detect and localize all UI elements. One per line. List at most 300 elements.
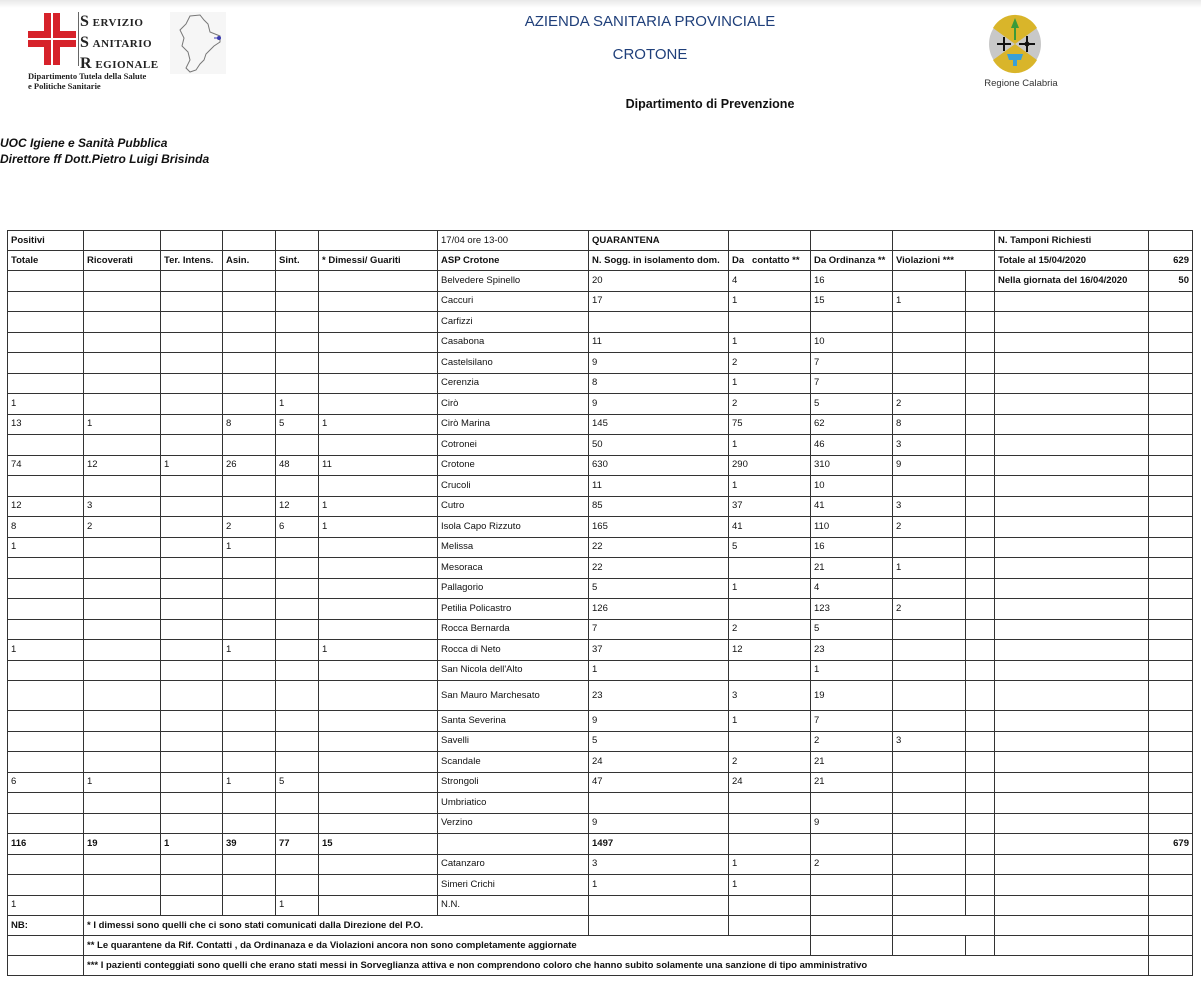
cell-da-contatto: [729, 599, 811, 620]
cell-sint: [276, 752, 319, 773]
cell-n-sogg: 22: [589, 537, 729, 558]
note-2: ** Le quarantene da Rif. Contatti , da Ordinanaza e da Violazioni ancora non sono completamente aggiornate: [84, 936, 811, 956]
cell-dimessi: 11: [319, 455, 438, 476]
cell-da-contatto: 24: [729, 772, 811, 793]
emblem-label: Regione Calabria: [984, 78, 1058, 89]
cell-totale: [8, 435, 84, 456]
cell-ter-intens: [161, 291, 223, 312]
cell-ricoverati: [84, 435, 161, 456]
cell-da-ordinanza: 16: [811, 271, 893, 292]
cell-da-ordinanza: 7: [811, 353, 893, 374]
cell-ter-intens: [161, 558, 223, 579]
cell-violazioni-extra: [966, 455, 995, 476]
cell-sint: [276, 660, 319, 681]
cell-asin: [223, 752, 276, 773]
cell-comune: Cirò Marina: [438, 414, 589, 435]
table-row: [8, 558, 1193, 579]
cell-da-ordinanza: 123: [811, 599, 893, 620]
cell-violazioni: [893, 476, 966, 497]
extra-table-row: [8, 895, 1193, 916]
total-comune: [438, 834, 589, 855]
cell-da-contatto: 1: [729, 854, 811, 875]
cell-da-contatto: 2: [729, 619, 811, 640]
cell-ricoverati: [84, 875, 161, 896]
cell-violazioni-extra: [966, 353, 995, 374]
cell-n-sogg: 11: [589, 332, 729, 353]
cell-da-contatto: 3: [729, 681, 811, 711]
uoc-name: UOC Igiene e Sanità Pubblica: [0, 136, 168, 150]
cell-ter-intens: [161, 793, 223, 814]
cell-da-ordinanza: 310: [811, 455, 893, 476]
cell-da-contatto: 37: [729, 496, 811, 517]
cell-asin: [223, 271, 276, 292]
note-3: *** I pazienti conteggiati sono quelli che erano stati messi in Sorveglianza attiva e non comprendono coloro che hanno subito solamente una sanzione di tipo amministrativo: [84, 956, 1149, 976]
cell-totale: [8, 875, 84, 896]
cell-comune: Petilia Policastro: [438, 599, 589, 620]
cell-violazioni: 3: [893, 731, 966, 752]
cell-violazioni-extra: [966, 435, 995, 456]
cell-ricoverati: [84, 312, 161, 333]
total-ricoverati: 19: [84, 834, 161, 855]
cell-ricoverati: [84, 373, 161, 394]
cell-da-contatto: [729, 660, 811, 681]
ssr-word-1-rest: ERVIZIO: [92, 17, 144, 29]
cell-asin: [223, 681, 276, 711]
table-row: [8, 731, 1193, 752]
cell-n-sogg: 1: [589, 660, 729, 681]
cell-da-contatto: 41: [729, 517, 811, 538]
cell-dimessi: [319, 394, 438, 415]
table-row: [8, 793, 1193, 814]
cell-violazioni-extra: [966, 271, 995, 292]
cell-totale: [8, 291, 84, 312]
cell-totale: 1: [8, 394, 84, 415]
cell-ter-intens: [161, 813, 223, 834]
cell-violazioni: [893, 373, 966, 394]
cell-n-sogg: 5: [589, 578, 729, 599]
cell-da-ordinanza: 19: [811, 681, 893, 711]
quarantena-group-header: QUARANTENA: [589, 231, 729, 251]
data-rows: [8, 271, 1193, 834]
dept-line-2: e Politiche Sanitarie: [28, 81, 101, 91]
table-row: [8, 373, 1193, 394]
cell-dimessi: [319, 476, 438, 497]
cell-asin: [223, 578, 276, 599]
cell-asin: [223, 793, 276, 814]
cell-totale: [8, 660, 84, 681]
cell-da-ordinanza: 10: [811, 476, 893, 497]
cell-asin: [223, 394, 276, 415]
cell-n-sogg: 630: [589, 455, 729, 476]
cell-da-ordinanza: 7: [811, 711, 893, 732]
logo-divider: [78, 12, 79, 66]
cell-da-contatto: 1: [729, 476, 811, 497]
cell-ricoverati: [84, 353, 161, 374]
table-row: [8, 599, 1193, 620]
cell-n-sogg: 24: [589, 752, 729, 773]
cell-violazioni: [893, 332, 966, 353]
cell-da-ordinanza: 21: [811, 752, 893, 773]
cell-da-ordinanza: 1: [811, 660, 893, 681]
cell-totale: [8, 681, 84, 711]
cell-da-contatto: 1: [729, 332, 811, 353]
cell-sint: [276, 578, 319, 599]
cell-dimessi: [319, 312, 438, 333]
cell-totale: [8, 271, 84, 292]
col-header-n-sogg: N. Sogg. in isolamento dom.: [589, 251, 729, 271]
cell-ricoverati: 3: [84, 496, 161, 517]
total-totale: 116: [8, 834, 84, 855]
cell-ricoverati: 2: [84, 517, 161, 538]
cell-comune: Mesoraca: [438, 558, 589, 579]
cell-violazioni-extra: [966, 681, 995, 711]
note-row-1: [8, 916, 1193, 936]
cell-da-ordinanza: 110: [811, 517, 893, 538]
cell-violazioni: 8: [893, 414, 966, 435]
cell-ricoverati: [84, 271, 161, 292]
cell-comune: Umbriatico: [438, 793, 589, 814]
cell-asin: 26: [223, 455, 276, 476]
cell-n-sogg: 145: [589, 414, 729, 435]
cell-ter-intens: [161, 752, 223, 773]
cell-comune: Cerenzia: [438, 373, 589, 394]
cell-comune: Rocca di Neto: [438, 640, 589, 661]
cell-ricoverati: [84, 332, 161, 353]
cell-dimessi: [319, 353, 438, 374]
cell-n-sogg: 11: [589, 476, 729, 497]
extra-table-row: [8, 854, 1193, 875]
cell-asin: [223, 599, 276, 620]
cell-ricoverati: [84, 752, 161, 773]
col-header-violazioni: Violazioni ***: [893, 251, 995, 271]
cell-violazioni-extra: [966, 496, 995, 517]
cell-totale: 74: [8, 455, 84, 476]
cell-da-contatto: 1: [729, 875, 811, 896]
cell-dimessi: [319, 578, 438, 599]
table-row: [8, 537, 1193, 558]
cell-violazioni-extra: [966, 640, 995, 661]
cell-sint: 5: [276, 414, 319, 435]
cell-da-contatto: 1: [729, 291, 811, 312]
cell-sint: [276, 537, 319, 558]
col-header-sint: Sint.: [276, 251, 319, 271]
col-header-asp: ASP Crotone: [438, 251, 589, 271]
report-datetime: 17/04 ore 13-00: [438, 231, 589, 251]
cell-comune: Strongoli: [438, 772, 589, 793]
cell-dimessi: [319, 660, 438, 681]
calabria-map-icon: [170, 12, 226, 74]
cell-sint: [276, 435, 319, 456]
cell-sint: [276, 813, 319, 834]
cell-sint: [276, 619, 319, 640]
col-header-totale: Totale: [8, 251, 84, 271]
cell-ter-intens: [161, 373, 223, 394]
cell-violazioni: [893, 752, 966, 773]
cell-totale: [8, 793, 84, 814]
cell-n-sogg: 9: [589, 353, 729, 374]
cell-totale: 12: [8, 496, 84, 517]
cell-ter-intens: [161, 731, 223, 752]
cell-violazioni: [893, 353, 966, 374]
cell-asin: [223, 854, 276, 875]
cell-asin: [223, 312, 276, 333]
cell-dimessi: [319, 752, 438, 773]
cell-totale: [8, 558, 84, 579]
cell-n-sogg: 85: [589, 496, 729, 517]
table-row: [8, 711, 1193, 732]
cell-violazioni-extra: [966, 619, 995, 640]
cell-ricoverati: [84, 558, 161, 579]
cell-dimessi: [319, 435, 438, 456]
cell-ter-intens: [161, 496, 223, 517]
tamponi-totale-label: Totale al 15/04/2020: [995, 251, 1149, 271]
cell-comune: Isola Capo Rizzuto: [438, 517, 589, 538]
cell-ricoverati: [84, 711, 161, 732]
cell-sint: [276, 854, 319, 875]
cell-ter-intens: [161, 875, 223, 896]
cell-violazioni: 1: [893, 291, 966, 312]
table-row: [8, 414, 1193, 435]
cell-asin: [223, 660, 276, 681]
page-top-shade: [0, 0, 1201, 8]
table-row: [8, 772, 1193, 793]
cell-da-contatto: 1: [729, 578, 811, 599]
cell-n-sogg: 9: [589, 711, 729, 732]
cell-totale: [8, 711, 84, 732]
cell-comune: Crucoli: [438, 476, 589, 497]
cell-comune: Carfizzi: [438, 312, 589, 333]
cell-dimessi: [319, 271, 438, 292]
department-title: Dipartimento di Prevenzione: [625, 97, 795, 111]
table-row: [8, 517, 1193, 538]
note-row-2: [8, 936, 1193, 956]
table-row: [8, 435, 1193, 456]
cell-ter-intens: [161, 772, 223, 793]
cell-violazioni-extra: [966, 599, 995, 620]
cell-totale: [8, 332, 84, 353]
cell-sint: [276, 681, 319, 711]
cell-sint: [276, 640, 319, 661]
cell-sint: 6: [276, 517, 319, 538]
cell-n-sogg: 9: [589, 813, 729, 834]
cell-comune: Cotronei: [438, 435, 589, 456]
cell-n-sogg: 47: [589, 772, 729, 793]
cell-n-sogg: 37: [589, 640, 729, 661]
cell-violazioni-extra: [966, 711, 995, 732]
cell-ricoverati: 1: [84, 414, 161, 435]
cell-asin: [223, 619, 276, 640]
cell-dimessi: [319, 711, 438, 732]
cell-ter-intens: [161, 711, 223, 732]
cell-ricoverati: [84, 619, 161, 640]
totals-row: [8, 834, 1193, 855]
cell-sint: 1: [276, 394, 319, 415]
cell-violazioni-extra: [966, 772, 995, 793]
extra-table-row: [8, 875, 1193, 896]
cell-sint: [276, 731, 319, 752]
cell-da-contatto: [729, 895, 811, 916]
cell-ter-intens: [161, 640, 223, 661]
cell-sint: [276, 476, 319, 497]
cell-comune: Crotone: [438, 455, 589, 476]
cell-sint: 5: [276, 772, 319, 793]
cell-violazioni: 9: [893, 455, 966, 476]
cell-da-ordinanza: [811, 793, 893, 814]
cell-n-sogg: 1: [589, 875, 729, 896]
cell-asin: [223, 813, 276, 834]
cell-comune: N.N.: [438, 895, 589, 916]
cell-violazioni-extra: [966, 373, 995, 394]
cell-violazioni: [893, 578, 966, 599]
cell-asin: [223, 291, 276, 312]
table-row: [8, 578, 1193, 599]
cell-totale: [8, 731, 84, 752]
cell-totale: 1: [8, 895, 84, 916]
cell-comune: Casabona: [438, 332, 589, 353]
cell-totale: [8, 854, 84, 875]
cell-ter-intens: [161, 394, 223, 415]
cell-dimessi: [319, 772, 438, 793]
cell-violazioni: [893, 271, 966, 292]
cell-ricoverati: [84, 854, 161, 875]
cell-ter-intens: [161, 854, 223, 875]
cell-violazioni: [893, 312, 966, 333]
cell-n-sogg: 126: [589, 599, 729, 620]
cell-ter-intens: [161, 619, 223, 640]
cell-violazioni-extra: [966, 332, 995, 353]
cell-ter-intens: [161, 660, 223, 681]
cell-da-ordinanza: 62: [811, 414, 893, 435]
cell-da-ordinanza: 23: [811, 640, 893, 661]
cell-n-sogg: 7: [589, 619, 729, 640]
cell-totale: [8, 312, 84, 333]
cell-asin: [223, 711, 276, 732]
total-sint: 77: [276, 834, 319, 855]
note-row-3: [8, 956, 1193, 976]
cell-asin: [223, 895, 276, 916]
cell-da-contatto: 75: [729, 414, 811, 435]
cell-ter-intens: [161, 353, 223, 374]
tamponi-giornata-value: 50: [1149, 271, 1193, 292]
cell-sint: [276, 711, 319, 732]
cell-sint: [276, 558, 319, 579]
cell-asin: [223, 353, 276, 374]
cell-da-contatto: 4: [729, 271, 811, 292]
cell-da-ordinanza: 5: [811, 619, 893, 640]
cell-asin: 8: [223, 414, 276, 435]
cell-violazioni: [893, 537, 966, 558]
cell-dimessi: 1: [319, 496, 438, 517]
cell-da-contatto: 5: [729, 537, 811, 558]
cell-ter-intens: [161, 476, 223, 497]
cell-comune: Verzino: [438, 813, 589, 834]
cell-violazioni-extra: [966, 558, 995, 579]
ssr-word-3-rest: EGIONALE: [95, 59, 159, 71]
total-asin: 39: [223, 834, 276, 855]
cell-da-ordinanza: [811, 875, 893, 896]
cell-violazioni: [893, 772, 966, 793]
cell-violazioni: 3: [893, 435, 966, 456]
cell-violazioni: 2: [893, 517, 966, 538]
cell-violazioni: [893, 660, 966, 681]
cell-dimessi: 1: [319, 640, 438, 661]
cell-totale: [8, 353, 84, 374]
cell-n-sogg: 9: [589, 394, 729, 415]
cell-violazioni-extra: [966, 731, 995, 752]
cell-n-sogg: 20: [589, 271, 729, 292]
ssr-word-2-rest: ANITARIO: [92, 38, 153, 50]
ssr-word-3-cap: R: [80, 55, 93, 72]
cell-dimessi: [319, 875, 438, 896]
cell-ricoverati: [84, 681, 161, 711]
cell-n-sogg: 3: [589, 854, 729, 875]
col-header-da-contatto: Da contatto **: [729, 251, 811, 271]
cell-da-ordinanza: 15: [811, 291, 893, 312]
cell-violazioni: [893, 793, 966, 814]
cell-asin: [223, 875, 276, 896]
cell-violazioni-extra: [966, 476, 995, 497]
cell-ricoverati: [84, 476, 161, 497]
cell-comune: Castelsilano: [438, 353, 589, 374]
red-cross-icon: [28, 13, 76, 65]
cell-comune: Belvedere Spinello: [438, 271, 589, 292]
cell-ricoverati: [84, 813, 161, 834]
table-row: [8, 476, 1193, 497]
col-header-ricoverati: Ricoverati: [84, 251, 161, 271]
cell-asin: [223, 558, 276, 579]
cell-ricoverati: [84, 578, 161, 599]
tamponi-group-header: N. Tamponi Richiesti: [995, 231, 1149, 251]
cell-dimessi: [319, 854, 438, 875]
cell-totale: 1: [8, 640, 84, 661]
cell-totale: [8, 599, 84, 620]
total-ter-intens: 1: [161, 834, 223, 855]
cell-comune: Cutro: [438, 496, 589, 517]
cell-ricoverati: [84, 537, 161, 558]
cell-comune: Scandale: [438, 752, 589, 773]
cell-dimessi: 1: [319, 517, 438, 538]
table-row: [8, 332, 1193, 353]
cell-dimessi: [319, 813, 438, 834]
cell-comune: Savelli: [438, 731, 589, 752]
cell-da-contatto: [729, 793, 811, 814]
cell-n-sogg: [589, 793, 729, 814]
col-header-asin: Asin.: [223, 251, 276, 271]
cell-violazioni: [893, 711, 966, 732]
cell-violazioni-extra: [966, 793, 995, 814]
cell-comune: Catanzaro: [438, 854, 589, 875]
cell-dimessi: [319, 373, 438, 394]
cell-sint: [276, 373, 319, 394]
cell-ter-intens: [161, 599, 223, 620]
cell-totale: [8, 752, 84, 773]
cell-violazioni-extra: [966, 394, 995, 415]
covid-report-table: [7, 230, 1193, 976]
cell-asin: 1: [223, 640, 276, 661]
cell-asin: 1: [223, 537, 276, 558]
cell-asin: [223, 332, 276, 353]
table-row: [8, 455, 1193, 476]
cell-ricoverati: [84, 660, 161, 681]
ssr-word-1-cap: S: [80, 13, 90, 30]
cell-sint: [276, 599, 319, 620]
asp-title: AZIENDA SANITARIA PROVINCIALE: [524, 13, 776, 30]
cell-da-contatto: 290: [729, 455, 811, 476]
table-row: [8, 496, 1193, 517]
cell-totale: [8, 476, 84, 497]
dept-line-1: Dipartimento Tutela della Salute: [28, 71, 147, 81]
cell-da-contatto: 2: [729, 752, 811, 773]
